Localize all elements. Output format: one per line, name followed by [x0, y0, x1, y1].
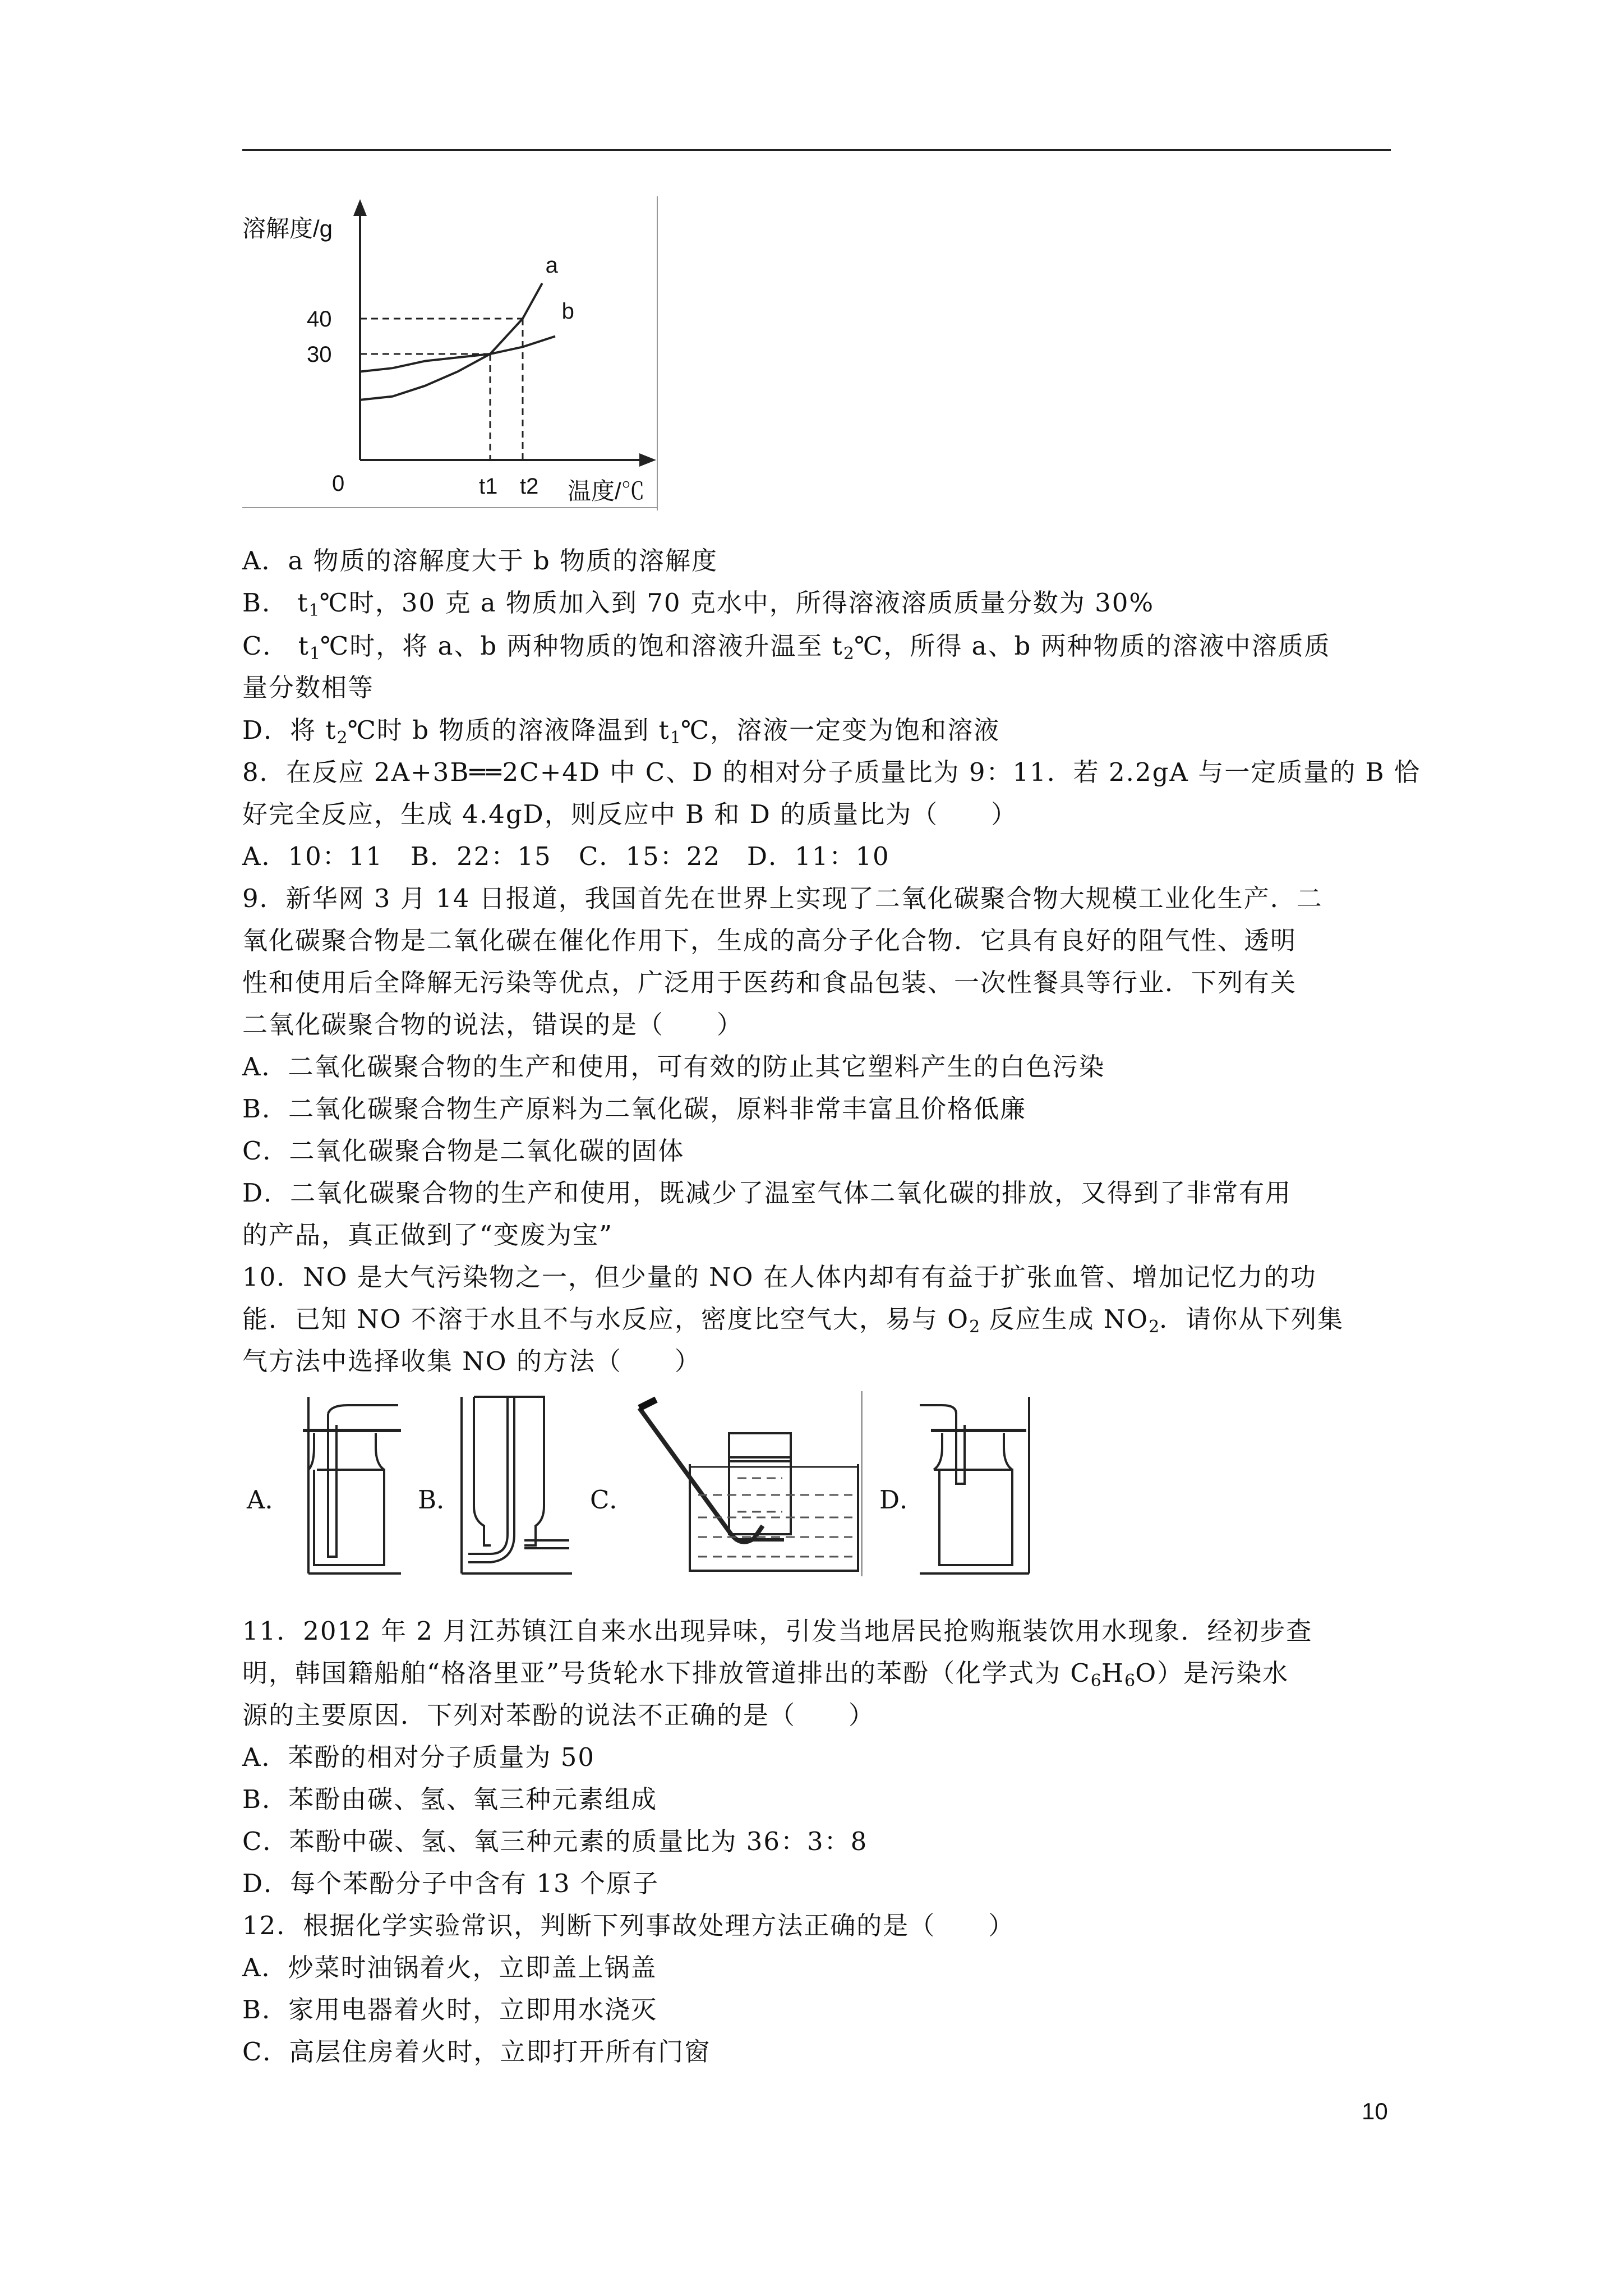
q10-stem-3: 气方法中选择收集 NO 的方法（ ）: [242, 1346, 701, 1376]
q8-stem-1: 8．在反应 2A+3B══2C+4D 中 C、D 的相对分子质量比为 9：11．若 2.2gA 与一定质量的 B 恰: [242, 757, 1421, 787]
series-b-label: b: [561, 299, 574, 324]
q7-option-d: D．将 $t_2℃$时 b 物质的溶液降温到 $t_1℃$，溶液一定变为饱和溶液: [242, 715, 1000, 748]
apparatus-d: [914, 1391, 1038, 1576]
apparatus-b: [451, 1391, 575, 1576]
q9-option-a: A．二氧化碳聚合物的生产和使用，可有效的防止其它塑料产生的白色污染: [242, 1052, 1105, 1082]
q11-stem-3: 源的主要原因．下列对苯酚的说法不正确的是（ ）: [242, 1700, 875, 1730]
q11-stem-2: 明，韩国籍船舶“格洛里亚”号货轮水下排放管道排出的苯酚（化学式为 $C_6H_6O$）是污染水: [242, 1658, 1289, 1691]
q8-stem-2: 好完全反应，生成 4.4gD，则反应中 B 和 D 的质量比为（ ）: [242, 799, 1018, 829]
q8-options: A．10：11 B．22：15 C．15：22 D．11：10: [242, 841, 890, 871]
apparatus-a: [292, 1391, 404, 1576]
y-axis-label: 溶解度/g: [242, 215, 333, 242]
q11-option-b: B．苯酚由碳、氢、氧三种元素组成: [242, 1784, 658, 1814]
page-number: 10: [1362, 2098, 1388, 2124]
q11-option-a: A．苯酚的相对分子质量为 50: [242, 1742, 596, 1772]
q9-stem-2: 氧化碳聚合物是二氧化碳在催化作用下，生成的高分子化合物．它具有良好的阻气性、透明: [242, 926, 1297, 955]
series-a-label: a: [545, 253, 558, 278]
q10-label-a: A．: [247, 1485, 291, 1515]
q11-option-d: D．每个苯酚分子中含有 13 个原子: [242, 1869, 659, 1898]
q7-option-c: C． $t_1℃$时，将 a、b 两种物质的饱和溶液升温至 $t_2℃$，所得 a、b 两种物质的溶液中溶质质: [242, 631, 1331, 664]
apparatus-c: [634, 1391, 869, 1576]
q9-stem-4: 二氧化碳聚合物的说法，错误的是（ ）: [242, 1010, 744, 1039]
header-rule: [242, 149, 1391, 151]
q11-stem-1: 11．2012 年 2 月江苏镇江自来水出现异味，引发当地居民抢购瓶装饮用水现象．经初步查: [242, 1616, 1313, 1646]
q9-stem-1: 9．新华网 3 月 14 日报道，我国首先在世界上实现了二氧化碳聚合物大规模工业化生产．二: [242, 884, 1323, 913]
q10-label-d: D．: [879, 1485, 925, 1515]
x-tick-t1: t1: [479, 474, 498, 499]
q9-stem-3: 性和使用后全降解无污染等优点，广泛用于医药和食品包装、一次性餐具等行业．下列有关: [242, 968, 1297, 997]
x-axis-label: 温度/℃: [568, 478, 645, 504]
origin-label: 0: [332, 471, 345, 496]
q10-stem-2: 能．已知 NO 不溶于水且不与水反应，密度比空气大，易与 $O_2$ 反应生成 $NO_2$．请你从下列集: [242, 1304, 1344, 1337]
q7-option-c-cont: 量分数相等: [242, 673, 375, 702]
q11-option-c: C．苯酚中碳、氢、氧三种元素的质量比为 36：3：8: [242, 1826, 868, 1856]
y-tick-40: 40: [307, 307, 332, 332]
q12-option-b: B．家用电器着火时，立即用水浇灭: [242, 1995, 658, 2024]
y-tick-30: 30: [307, 342, 332, 367]
q10-stem-1: 10．NO 是大气污染物之一，但少量的 NO 在人体内却有有益于扩张血管、增加记忆力的功: [242, 1262, 1317, 1292]
x-tick-t2: t2: [520, 474, 539, 499]
q9-option-d-cont: 的产品，真正做到了“变废为宝”: [242, 1220, 614, 1250]
solubility-chart: [242, 196, 668, 510]
q7-option-b: B． $t_1℃$时，30 克 a 物质加入到 70 克水中，所得溶液溶质质量分数为 30%: [242, 588, 1155, 620]
q12-option-c: C．高层住房着火时，立即打开所有门窗: [242, 2037, 711, 2067]
q9-option-b: B．二氧化碳聚合物生产原料为二氧化碳，原料非常丰富且价格低廉: [242, 1094, 1027, 1124]
q7-option-a: A．a 物质的溶解度大于 b 物质的溶解度: [242, 546, 718, 576]
q9-option-c: C．二氧化碳聚合物是二氧化碳的固体: [242, 1136, 685, 1166]
q10-label-b: B．: [418, 1485, 462, 1515]
q10-label-c: C．: [590, 1485, 635, 1515]
q12-option-a: A．炒菜时油锅着火，立即盖上锅盖: [242, 1953, 657, 1982]
q9-option-d: D．二氧化碳聚合物的生产和使用，既减少了温室气体二氧化碳的排放，又得到了非常有用: [242, 1178, 1292, 1208]
q12-stem: 12．根据化学实验常识，判断下列事故处理方法正确的是（ ）: [242, 1911, 1015, 1940]
